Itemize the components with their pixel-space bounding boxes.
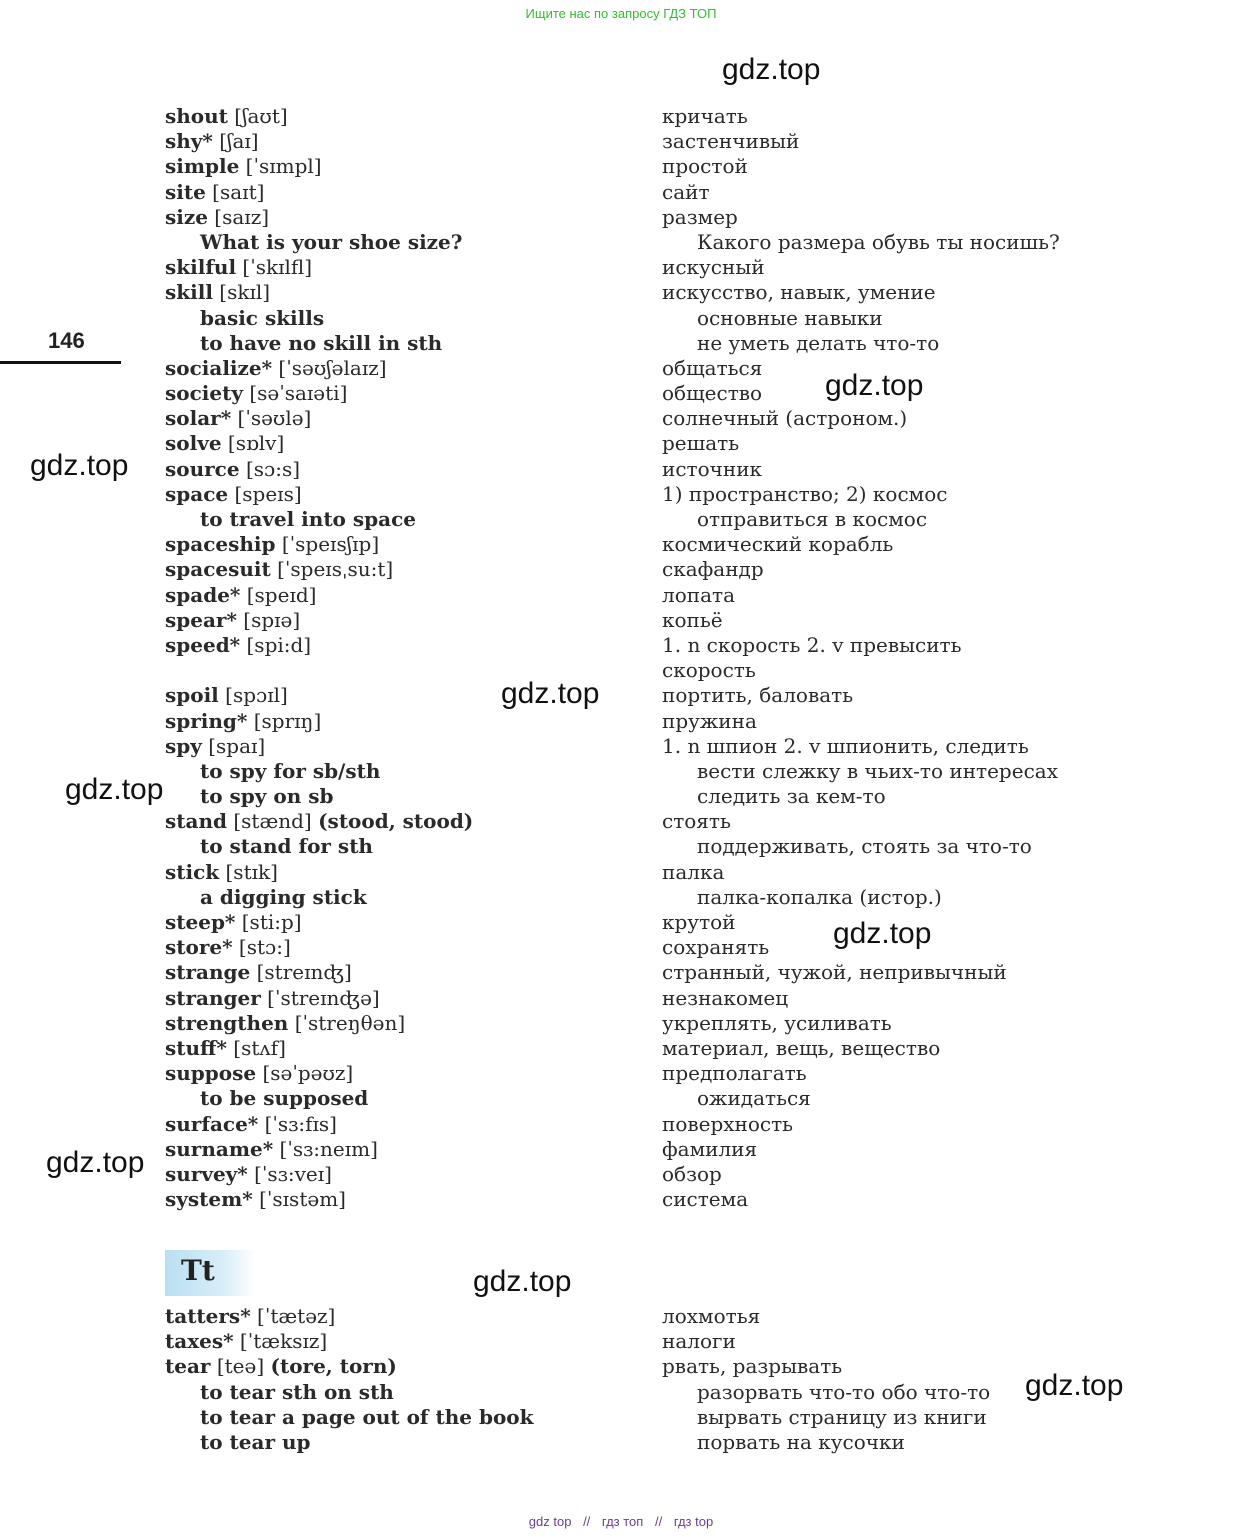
translation-text: скорость [662, 658, 756, 683]
translation [662, 633, 1060, 658]
transcription: [spi:d] [240, 632, 312, 657]
translation-text: система [662, 1187, 749, 1212]
translation [662, 683, 1060, 708]
translation [662, 1187, 1060, 1212]
translation-text: поддерживать, стоять за что-то [697, 834, 1032, 859]
headword-entry [165, 1187, 473, 1212]
headword-entry [165, 154, 473, 179]
translation-text: портить, баловать [662, 683, 854, 708]
translation [662, 104, 1060, 129]
translation-text: размер [662, 204, 738, 229]
headword-entry [165, 532, 473, 557]
footer-separator: // [583, 1514, 591, 1529]
translation [662, 583, 1060, 608]
translation [662, 885, 1060, 910]
transcription: [stɪk] [219, 859, 278, 884]
translation [662, 608, 1060, 633]
translation [662, 960, 1060, 985]
translation [662, 809, 1060, 834]
headword: surname* [165, 1136, 274, 1161]
transcription: [stɔ:] [232, 935, 291, 960]
translation-text: искусный [662, 255, 765, 280]
transcription: [ˈsɪmpl] [239, 154, 322, 179]
headword: spade* [165, 582, 241, 607]
translation [662, 406, 1060, 431]
translation-text: 1. n шпион 2. v шпионить, следить [662, 733, 1029, 758]
headword: speed* [165, 632, 241, 657]
headword-entry [165, 608, 473, 633]
footer-link[interactable]: gdz top [528, 1514, 572, 1529]
translation-text: предполагать [662, 1061, 807, 1086]
headword: space [165, 481, 229, 506]
translation [662, 860, 1060, 885]
headword: source [165, 456, 240, 481]
translation [662, 507, 1060, 532]
translation-text: скафандр [662, 557, 764, 582]
translation-text: солнечный (астроном.) [662, 406, 908, 431]
headword: spy [165, 733, 202, 758]
headword-entry [165, 280, 473, 305]
translation [662, 1086, 1060, 1111]
transcription: [ˈstreɪnʤə] [260, 985, 380, 1010]
transcription: [ˈstreŋθən] [288, 1010, 406, 1035]
transcription: [spɔɪl] [218, 683, 288, 708]
headword-entry [165, 557, 473, 582]
transcription: [sɔ:s] [239, 456, 301, 481]
translation [662, 1430, 990, 1455]
transcription: [ʃaʊt] [227, 104, 288, 128]
section-header-t [165, 1250, 255, 1296]
transcription: [ˈtæksɪz] [233, 1329, 328, 1354]
translation-text: рвать, разрывать [662, 1354, 843, 1379]
transcription: [spɪə] [236, 607, 301, 632]
translation-text: палка-копалка (истор.) [697, 884, 942, 909]
transcription: [skɪl] [212, 280, 271, 305]
translation-text: простой [662, 154, 748, 179]
headword-entry [165, 457, 473, 482]
headword: system* [165, 1187, 253, 1212]
headword: taxes* [165, 1329, 234, 1354]
phrase: to travel into space [200, 507, 416, 531]
translation-text: материал, вещь, вещество [662, 1035, 941, 1060]
phrase: to tear up [200, 1429, 311, 1454]
headword-entry [165, 860, 473, 885]
headword-entry [165, 935, 473, 960]
translation [662, 1162, 1060, 1187]
headword: store* [165, 935, 233, 960]
translation-text: сохранять [662, 935, 770, 960]
transcription: [speɪd] [240, 582, 317, 607]
translation-text: 1) пространство; 2) космос [662, 481, 948, 506]
transcription: [ˈsəʊʃəlaɪz] [272, 355, 387, 380]
footer-separator: // [654, 1514, 663, 1529]
transcription: [spaɪ] [201, 733, 266, 758]
page-number-rule [0, 361, 121, 364]
footer-link[interactable]: гдз топ [601, 1514, 644, 1529]
example-phrase [165, 306, 473, 331]
headword-entry [165, 809, 473, 834]
page-number: 146 [48, 328, 85, 353]
translation-text: отправиться в космос [697, 507, 928, 531]
headword-entry [165, 431, 473, 456]
russian-column-s [662, 104, 1060, 1212]
translation-text: общаться [662, 355, 763, 380]
english-column-s [165, 104, 473, 1212]
phrase: What is your shoe size? [200, 229, 463, 254]
example-phrase [165, 759, 473, 784]
translation-text: крутой [662, 910, 736, 934]
headword-entry [165, 734, 473, 759]
translation [662, 1304, 990, 1329]
translation [662, 431, 1060, 456]
translation [662, 255, 1060, 280]
translation-text: ожидаться [697, 1086, 811, 1111]
headword-entry [165, 1137, 473, 1162]
translation [662, 658, 1060, 683]
transcription: [ˈspeɪsˌsu:t] [270, 557, 394, 582]
transcription: [saɪz] [207, 204, 270, 229]
translation-text: искусство, навык, умение [662, 280, 936, 305]
translation-text: основные навыки [697, 305, 883, 330]
example-phrase [165, 331, 473, 356]
transcription: [ˈspeɪsʃɪp] [275, 532, 380, 557]
translation [662, 1112, 1060, 1137]
translation-text: вести слежку в чьих-то интересах [697, 758, 1058, 783]
translation-text: следить за кем-то [697, 784, 886, 809]
phrase: to be supposed [200, 1086, 369, 1111]
translation [662, 1405, 990, 1430]
headword: tatters* [165, 1304, 251, 1328]
translation-text: общество [662, 381, 763, 406]
footer-link[interactable]: гдз top [673, 1514, 714, 1529]
headword: stick [165, 859, 220, 884]
headword-entry [165, 583, 473, 608]
translation [662, 1061, 1060, 1086]
translation-text: космический корабль [662, 532, 894, 557]
transcription: [streɪnʤ] [250, 960, 352, 985]
transcription: [ˈskɪlfl] [236, 255, 313, 280]
watermark: gdz.top [30, 449, 129, 482]
translation-text: сайт [662, 179, 710, 204]
translation [662, 1380, 990, 1405]
headword: solve [165, 431, 222, 456]
translation [662, 482, 1060, 507]
transcription: [speɪs] [228, 481, 302, 506]
translation-text: незнакомец [662, 985, 789, 1010]
transcription: [ˈsɜ:veɪ] [247, 1161, 332, 1186]
headword: spoil [165, 683, 219, 708]
phrase: to have no skill in sth [200, 330, 443, 355]
translation-text: 1. n скорость 2. v превысить [662, 632, 962, 657]
headword: shy* [165, 129, 213, 154]
headword: skill [165, 280, 213, 305]
translation [662, 356, 1060, 381]
watermark: gdz.top [65, 773, 164, 806]
headword-entry [165, 1304, 533, 1329]
translation [662, 532, 1060, 557]
transcription: [sprɪŋ] [247, 708, 322, 733]
verb-forms: (stood, stood) [318, 809, 474, 834]
headword: stranger [165, 985, 261, 1010]
headword-entry [165, 709, 473, 734]
headword-entry [165, 910, 473, 935]
translation [662, 1354, 990, 1379]
headword: steep* [165, 910, 236, 934]
headword: stuff* [165, 1035, 227, 1060]
headword-entry [165, 960, 473, 985]
headword-entry [165, 104, 473, 129]
transcription: [ˈsəʊlə] [231, 406, 312, 431]
phrase: a digging stick [200, 884, 367, 909]
headword: simple [165, 154, 240, 179]
translation-text: стоять [662, 809, 731, 834]
translation-text: разорвать что-то обо что-то [697, 1379, 991, 1404]
section-letter: Tt [181, 1254, 215, 1287]
transcription: [ˈtætəz] [250, 1304, 336, 1328]
translation [662, 935, 1060, 960]
headword: tear [165, 1354, 211, 1379]
headword-entry [165, 683, 473, 708]
translation [662, 154, 1060, 179]
headword-entry [165, 1354, 533, 1379]
transcription: [ʃaɪ] [212, 129, 259, 154]
headword-entry [165, 381, 473, 406]
headword-entry [165, 406, 473, 431]
headword: society [165, 381, 243, 406]
watermark: gdz.top [722, 53, 821, 86]
headword: spaceship [165, 532, 276, 557]
example-phrase [165, 1086, 473, 1111]
translation [662, 986, 1060, 1011]
headword-entry [165, 1162, 473, 1187]
headword: strengthen [165, 1010, 289, 1035]
translation [662, 306, 1060, 331]
example-phrase [165, 1430, 533, 1455]
watermark: gdz.top [825, 369, 924, 402]
transcription: [teə] [210, 1354, 271, 1379]
headword: spacesuit [165, 557, 271, 582]
translation-text: застенчивый [662, 129, 800, 154]
translation [662, 784, 1060, 809]
headword-entry [165, 129, 473, 154]
russian-column-t [662, 1304, 990, 1455]
headword: surface* [165, 1111, 259, 1136]
headword: stand [165, 809, 227, 834]
translation-text: поверхность [662, 1111, 794, 1136]
example-phrase [165, 784, 473, 809]
translation [662, 709, 1060, 734]
translation-text: кричать [662, 104, 748, 128]
transcription: [sti:p] [235, 910, 302, 934]
watermark: gdz.top [1025, 1369, 1124, 1402]
transcription: [saɪt] [205, 179, 265, 204]
headword-entry [165, 205, 473, 230]
headword: skilful [165, 255, 237, 280]
transcription: [ˈsɜ:fɪs] [258, 1111, 337, 1136]
phrase: basic skills [200, 305, 325, 330]
phrase: to stand for sth [200, 834, 373, 859]
headword-entry [165, 1036, 473, 1061]
translation-text: источник [662, 456, 763, 481]
translation-text: палка [662, 859, 725, 884]
translation [662, 129, 1060, 154]
translation [662, 1329, 990, 1354]
headword: socialize* [165, 355, 273, 380]
example-phrase [165, 1380, 533, 1405]
translation [662, 205, 1060, 230]
translation-text: Какого размера обувь ты носишь? [697, 229, 1060, 254]
translation [662, 910, 1060, 935]
translation-text: налоги [662, 1329, 736, 1354]
watermark: gdz.top [473, 1265, 572, 1298]
translation-text: вырвать страницу из книги [697, 1404, 987, 1429]
transcription: [sɒlv] [221, 431, 285, 456]
phrase: to tear a page out of the book [200, 1404, 534, 1429]
translation [662, 734, 1060, 759]
translation-text: порвать на кусочки [697, 1429, 905, 1454]
watermark: gdz.top [46, 1146, 145, 1179]
headword-entry [165, 356, 473, 381]
translation [662, 557, 1060, 582]
phrase: to spy for sb/sth [200, 758, 381, 783]
headword-entry [165, 1329, 533, 1354]
headword-entry [165, 1061, 473, 1086]
headword: suppose [165, 1061, 257, 1086]
example-phrase [165, 834, 473, 859]
translation-text: укреплять, усиливать [662, 1010, 892, 1035]
translation-text: лопата [662, 582, 735, 607]
translation-text: пружина [662, 708, 757, 733]
translation [662, 457, 1060, 482]
transcription: [stænd] [226, 809, 319, 834]
transcription: [ˈsɜ:neɪm] [273, 1136, 378, 1161]
headword: site [165, 179, 206, 204]
example-phrase [165, 507, 473, 532]
headword: size [165, 204, 208, 229]
headword-entry [165, 1011, 473, 1036]
translation [662, 280, 1060, 305]
headword-entry [165, 1112, 473, 1137]
transcription: [ˈsɪstəm] [252, 1187, 346, 1212]
translation-text: странный, чужой, непривычный [662, 960, 1007, 985]
example-phrase [165, 885, 473, 910]
translation [662, 834, 1060, 859]
headword: shout [165, 104, 228, 128]
translation-text: решать [662, 431, 740, 456]
translation [662, 1036, 1060, 1061]
headword-entry [165, 986, 473, 1011]
transcription: [səˈpəʊz] [256, 1061, 354, 1086]
transcription: [stʌf] [226, 1035, 286, 1060]
headword-entry [165, 180, 473, 205]
headword-entry [165, 482, 473, 507]
translation-text: обзор [662, 1161, 722, 1186]
headword: spring* [165, 708, 248, 733]
watermark: gdz.top [833, 917, 932, 950]
translation [662, 1011, 1060, 1036]
headword-entry [165, 255, 473, 280]
transcription: [səˈsaɪəti] [242, 381, 348, 406]
example-phrase [165, 230, 473, 255]
translation [662, 331, 1060, 356]
verb-forms: (tore, torn) [270, 1354, 397, 1379]
translation [662, 1137, 1060, 1162]
translation-text: копьё [662, 607, 723, 632]
translation [662, 381, 1060, 406]
translation-text: лохмотья [662, 1304, 761, 1328]
english-column-t [165, 1304, 533, 1455]
watermark: gdz.top [501, 677, 600, 710]
translation-text: фамилия [662, 1136, 758, 1161]
translation [662, 180, 1060, 205]
footer-links [0, 1514, 1242, 1529]
headword: survey* [165, 1161, 248, 1186]
headword-entry [165, 633, 473, 658]
example-phrase [165, 1405, 533, 1430]
top-banner: Ищите нас по запросу ГДЗ ТОП [525, 6, 717, 21]
headword: spear* [165, 607, 237, 632]
translation [662, 759, 1060, 784]
translation [662, 230, 1060, 255]
translation-text: не уметь делать что-то [697, 330, 940, 355]
phrase: to spy on sb [200, 784, 334, 809]
blank-line [165, 658, 473, 683]
headword: strange [165, 960, 251, 985]
headword: solar* [165, 406, 232, 431]
phrase: to tear sth on sth [200, 1379, 394, 1404]
